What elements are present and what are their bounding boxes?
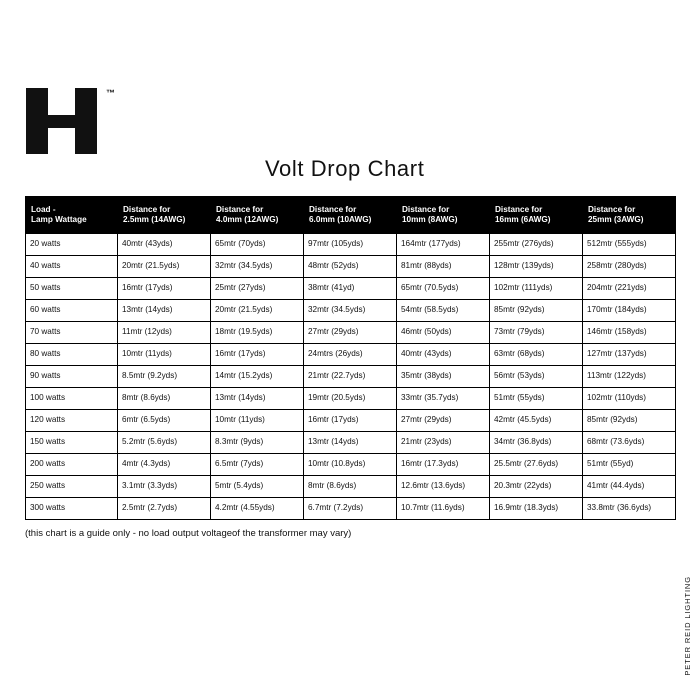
table-header-row [26,197,676,234]
cell-distance: 35mtr (38yds) [397,366,490,388]
cell-distance: 8mtr (8.6yds) [118,388,211,410]
cell-wattage: 150 watts [26,432,118,454]
column-header-10mm [397,197,490,234]
cell-distance: 13mtr (14yds) [211,388,304,410]
cell-distance: 3.1mtr (3.3yds) [118,476,211,498]
volt-drop-table [25,196,676,520]
column-header-line1: Distance for [216,204,264,214]
table-row [26,256,676,278]
cell-distance: 65mtr (70yds) [211,234,304,256]
cell-wattage: 200 watts [26,454,118,476]
cell-distance: 20mtr (21.5yds) [118,256,211,278]
cell-distance: 11mtr (12yds) [118,322,211,344]
cell-distance: 10mtr (11yds) [211,410,304,432]
cell-distance: 73mtr (79yds) [490,322,583,344]
cell-wattage: 50 watts [26,278,118,300]
cell-distance: 40mtr (43yds) [118,234,211,256]
cell-distance: 6.7mtr (7.2yds) [304,498,397,520]
cell-distance: 27mtr (29yds) [397,410,490,432]
brand-logo [26,88,136,158]
cell-distance: 13mtr (14yds) [118,300,211,322]
column-header-line1: Distance for [123,204,171,214]
cell-distance: 5mtr (5.4yds) [211,476,304,498]
column-header-40mm [211,197,304,234]
table-row [26,432,676,454]
cell-distance: 48mtr (52yds) [304,256,397,278]
column-header-load [26,197,118,234]
column-header-line2: 6.0mm (10AWG) [309,215,372,224]
column-header-line2: 4.0mm (12AWG) [216,215,279,224]
cell-distance: 512mtr (555yds) [583,234,676,256]
cell-distance: 102mtr (110yds) [583,388,676,410]
cell-distance: 5.2mtr (5.6yds) [118,432,211,454]
table-row [26,388,676,410]
publisher-credit: PETER REID LIGHTING [683,576,692,676]
cell-distance: 20mtr (21.5yds) [211,300,304,322]
cell-distance: 14mtr (15.2yds) [211,366,304,388]
table-row [26,410,676,432]
cell-distance: 127mtr (137yds) [583,344,676,366]
cell-distance: 10mtr (10.8yds) [304,454,397,476]
cell-distance: 51mtr (55yd) [583,454,676,476]
cell-distance: 68mtr (73.6yds) [583,432,676,454]
cell-distance: 6mtr (6.5yds) [118,410,211,432]
logo-bar-right [75,88,97,154]
cell-distance: 8.3mtr (9yds) [211,432,304,454]
cell-distance: 10mtr (11yds) [118,344,211,366]
cell-distance: 8.5mtr (9.2yds) [118,366,211,388]
cell-distance: 16.9mtr (18.3yds) [490,498,583,520]
cell-distance: 113mtr (122yds) [583,366,676,388]
column-header-line1: Distance for [495,204,543,214]
logo-bar-middle [44,115,79,128]
cell-distance: 33mtr (35.7yds) [397,388,490,410]
cell-distance: 8mtr (8.6yds) [304,476,397,498]
column-header-line2: 10mm (8AWG) [402,215,458,224]
cell-distance: 20.3mtr (22yds) [490,476,583,498]
cell-distance: 102mtr (111yds) [490,278,583,300]
column-header-25mm-3awg [583,197,676,234]
cell-distance: 63mtr (68yds) [490,344,583,366]
column-header-line1: Distance for [402,204,450,214]
column-header-line2: 2.5mm (14AWG) [123,215,186,224]
cell-distance: 24mtrs (26yds) [304,344,397,366]
cell-wattage: 90 watts [26,366,118,388]
table-row [26,454,676,476]
column-header-line1: Distance for [309,204,357,214]
volt-drop-table-wrapper [25,196,675,520]
cell-distance: 21mtr (23yds) [397,432,490,454]
cell-distance: 4mtr (4.3yds) [118,454,211,476]
cell-distance: 16mtr (17yds) [118,278,211,300]
column-header-line1: Load - [31,204,56,214]
cell-wattage: 60 watts [26,300,118,322]
cell-distance: 81mtr (88yds) [397,256,490,278]
table-body [26,234,676,520]
cell-distance: 16mtr (17yds) [211,344,304,366]
cell-wattage: 250 watts [26,476,118,498]
table-row [26,498,676,520]
cell-wattage: 20 watts [26,234,118,256]
page-title: Volt Drop Chart [265,156,425,181]
table-row [26,278,676,300]
cell-distance: 128mtr (139yds) [490,256,583,278]
cell-distance: 38mtr (41yd) [304,278,397,300]
column-header-25mm [118,197,211,234]
cell-distance: 19mtr (20.5yds) [304,388,397,410]
cell-distance: 27mtr (29yds) [304,322,397,344]
cell-distance: 12.6mtr (13.6yds) [397,476,490,498]
table-header [26,197,676,234]
cell-distance: 54mtr (58.5yds) [397,300,490,322]
chart-footnote: (this chart is a guide only - no load output voltageof the transformer may vary) [25,528,352,539]
cell-distance: 10.7mtr (11.6yds) [397,498,490,520]
cell-distance: 204mtr (221yds) [583,278,676,300]
cell-distance: 13mtr (14yds) [304,432,397,454]
cell-distance: 21mtr (22.7yds) [304,366,397,388]
table-row [26,300,676,322]
column-header-16mm [490,197,583,234]
cell-distance: 51mtr (55yds) [490,388,583,410]
cell-distance: 25.5mtr (27.6yds) [490,454,583,476]
cell-wattage: 300 watts [26,498,118,520]
cell-distance: 42mtr (45.5yds) [490,410,583,432]
column-header-line2: 16mm (6AWG) [495,215,551,224]
cell-distance: 2.5mtr (2.7yds) [118,498,211,520]
cell-distance: 56mtr (53yds) [490,366,583,388]
table-row [26,366,676,388]
column-header-60mm [304,197,397,234]
cell-distance: 255mtr (276yds) [490,234,583,256]
cell-distance: 32mtr (34.5yds) [211,256,304,278]
cell-distance: 46mtr (50yds) [397,322,490,344]
cell-distance: 85mtr (92yds) [583,410,676,432]
cell-distance: 25mtr (27yds) [211,278,304,300]
logo-h-mark [26,88,104,154]
trademark-icon: ™ [106,88,116,98]
cell-wattage: 40 watts [26,256,118,278]
cell-distance: 32mtr (34.5yds) [304,300,397,322]
cell-distance: 34mtr (36.8yds) [490,432,583,454]
cell-distance: 97mtr (105yds) [304,234,397,256]
cell-wattage: 100 watts [26,388,118,410]
cell-distance: 16mtr (17yds) [304,410,397,432]
cell-distance: 146mtr (158yds) [583,322,676,344]
cell-distance: 4.2mtr (4.55yds) [211,498,304,520]
cell-distance: 85mtr (92yds) [490,300,583,322]
column-header-line2: Lamp Wattage [31,215,87,224]
table-row [26,344,676,366]
cell-distance: 16mtr (17.3yds) [397,454,490,476]
cell-distance: 33.8mtr (36.6yds) [583,498,676,520]
cell-distance: 40mtr (43yds) [397,344,490,366]
cell-distance: 164mtr (177yds) [397,234,490,256]
cell-distance: 6.5mtr (7yds) [211,454,304,476]
cell-wattage: 120 watts [26,410,118,432]
cell-distance: 18mtr (19.5yds) [211,322,304,344]
table-row [26,322,676,344]
cell-distance: 41mtr (44.4yds) [583,476,676,498]
cell-wattage: 70 watts [26,322,118,344]
table-row [26,234,676,256]
cell-distance: 170mtr (184yds) [583,300,676,322]
column-header-line1: Distance for [588,204,636,214]
cell-distance: 65mtr (70.5yds) [397,278,490,300]
cell-wattage: 80 watts [26,344,118,366]
column-header-line2: 25mm (3AWG) [588,215,644,224]
cell-distance: 258mtr (280yds) [583,256,676,278]
table-row [26,476,676,498]
